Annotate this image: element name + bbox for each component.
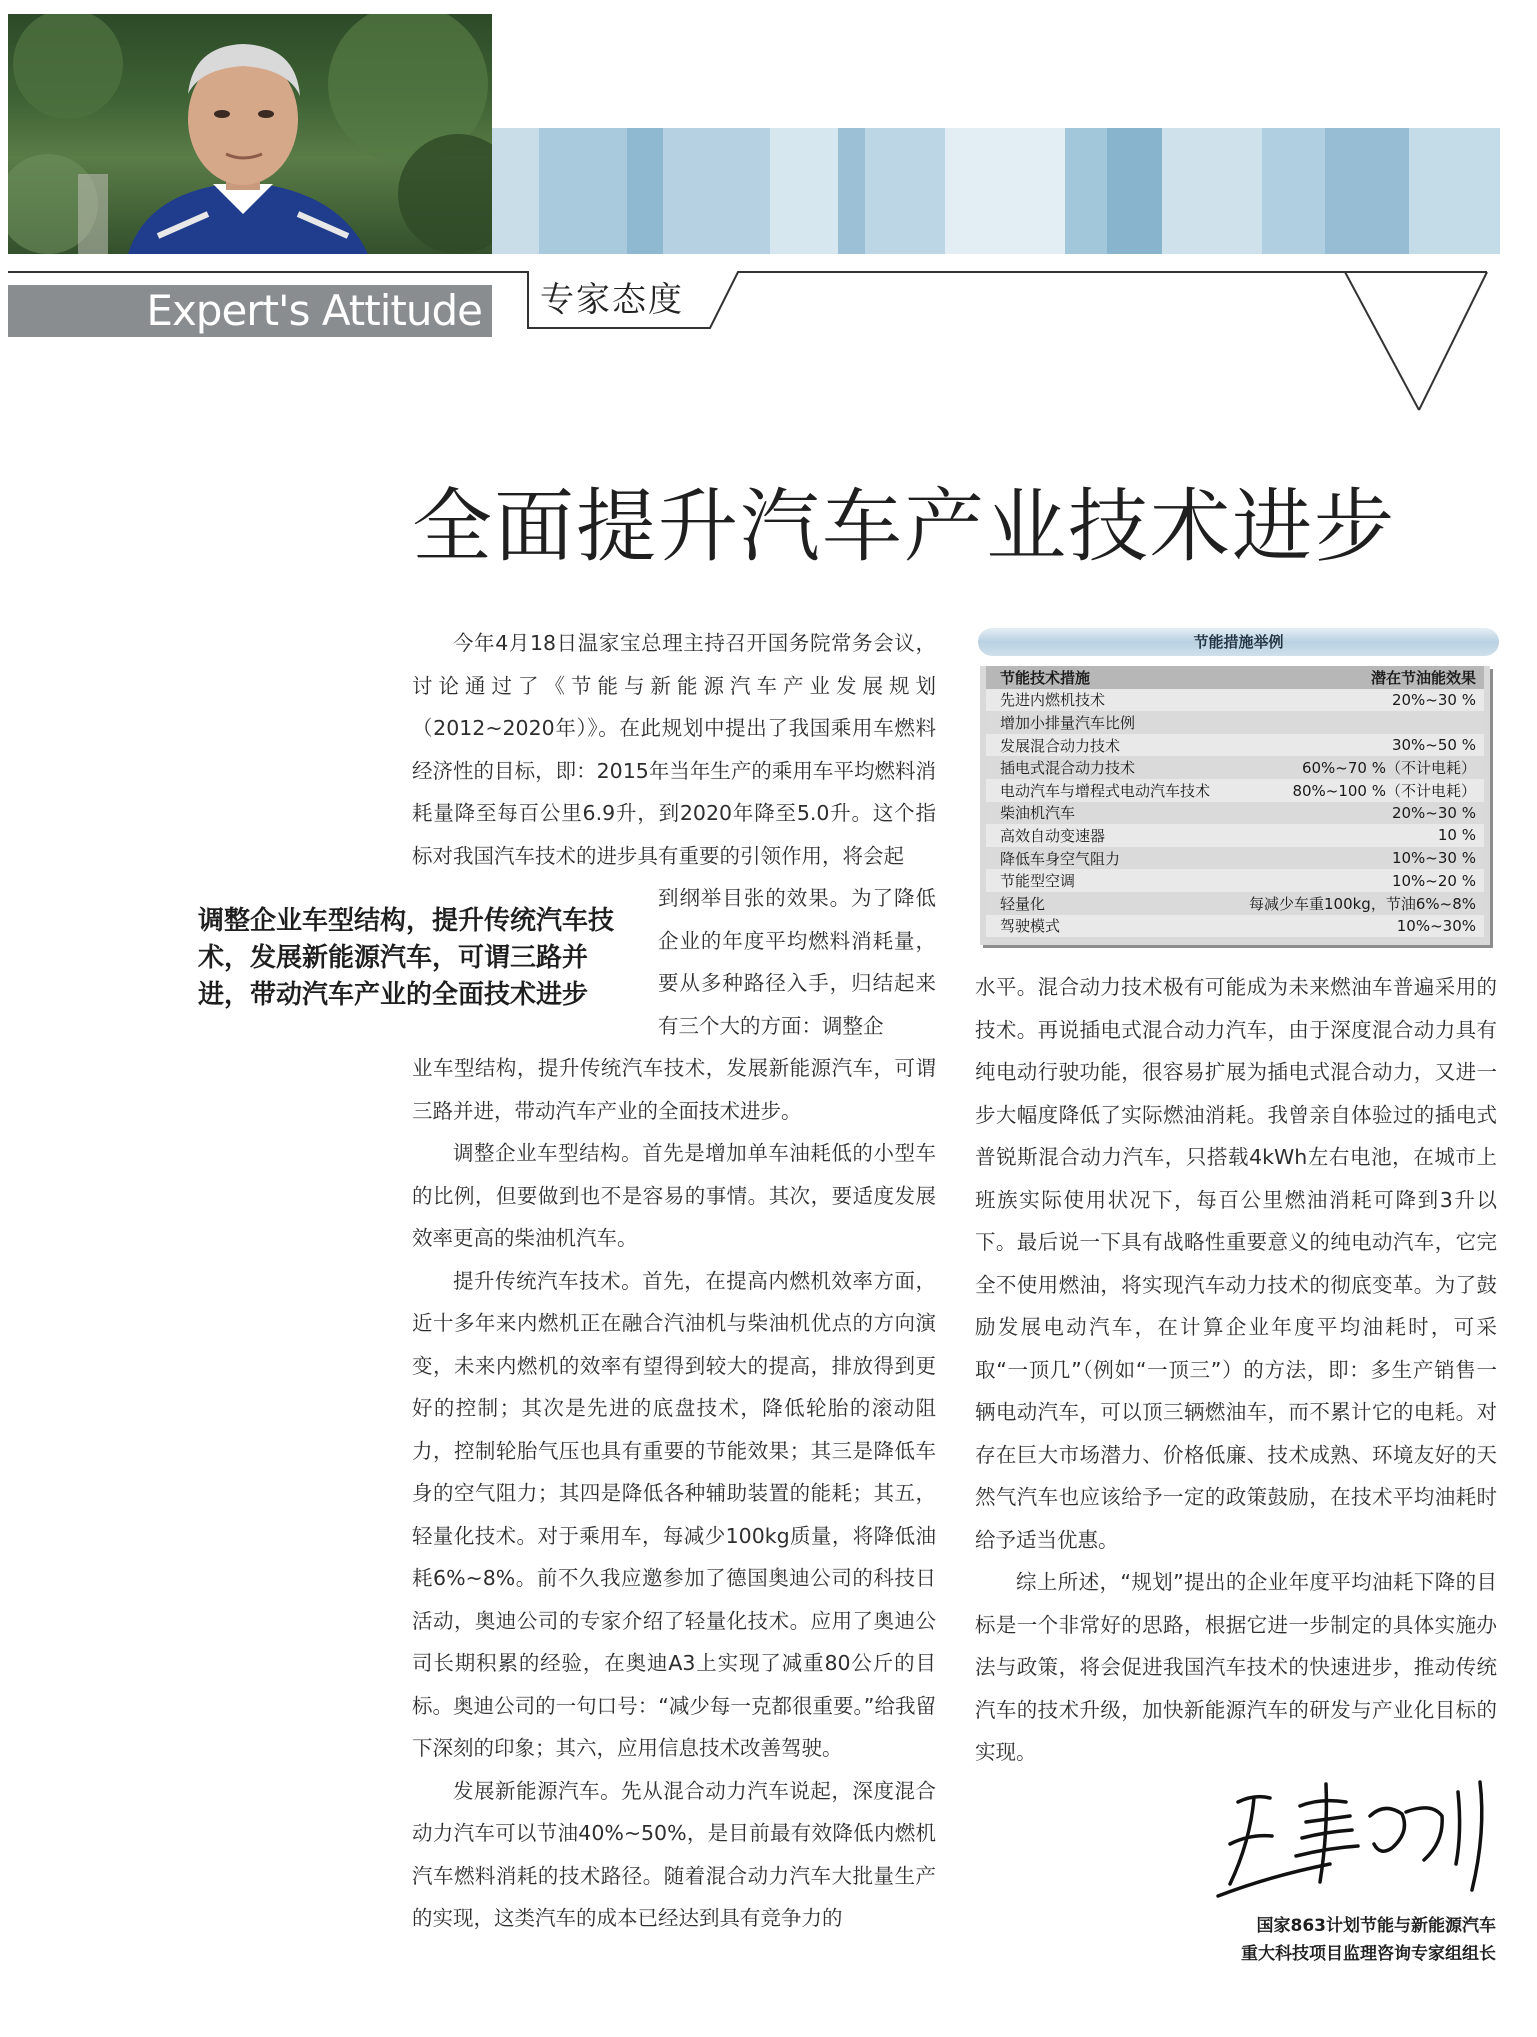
table-row xyxy=(986,711,1484,734)
table-header-measure: 节能技术措施 xyxy=(986,666,1226,689)
table-box xyxy=(980,666,1490,945)
table-row xyxy=(986,779,1484,802)
paragraph-traditional-tech: 提升传统汽车技术。首先，在提高内燃机效率方面，近十多年来内燃机正在融合汽油机与柴油机优点的方向演变，未来内燃机的效率有望得到较大的提高，排放得到更好的控制；其次是先进的底盘技术，降低轮胎的滚动阻力，控制轮胎气压也具有重要的节能效果；其三是降低车身的空气阻力；其四是降低各种辅助装置的能耗；其五，轻量化技术。对于乘用车，每减少100kg质量，将降低油耗6%~8%。前不久我应邀参加了德国奥迪公司的科技日活动，奥迪公司的专家介绍了轻量化技术。应用了奥迪公司长期积累的经验，在奥迪A3上实现了减重80公斤的目标。奥迪公司的一句口号：“减少每一克都很重要。”给我留下深刻的印象；其六，应用信息技术改善驾驶。 xyxy=(412,1268,936,1760)
paragraph-intro-continued: 到纲举目张的效果。为了降低企业的年度平均燃料消耗量，要从多种路径入手，归结起来有三个大的方面：调整企 xyxy=(658,886,936,1038)
paragraph-new-energy: 发展新能源汽车。先从混合动力汽车说起，深度混合动力汽车可以节油40%~50%，是目前最有效降低内燃机汽车燃料消耗的技术路径。随着混合动力汽车大批量生产的实现，这类汽车的成本已经达到具有竞争力的 xyxy=(412,1778,936,1930)
table-cell-measure: 节能型空调 xyxy=(986,869,1226,892)
paragraph-vehicle-structure: 调整企业车型结构。首先是增加单车油耗低的小型车的比例，但要做到也不是容易的事情。其次，要适度发展效率更高的柴油机汽车。 xyxy=(412,1141,936,1250)
table-row xyxy=(986,847,1484,870)
author-caption xyxy=(1180,1912,1496,1968)
measures-table xyxy=(986,666,1484,937)
author-signature xyxy=(1210,1772,1500,1902)
table-cell-effect: 10%~20 % xyxy=(1226,869,1484,892)
table-cell-measure: 增加小排量汽车比例 xyxy=(986,711,1226,734)
table-header-effect: 潜在节油能效果 xyxy=(1226,666,1484,689)
table-title: 节能措施举例 xyxy=(978,628,1499,656)
table-cell-effect: 10%~30 % xyxy=(1226,847,1484,870)
table-cell-measure: 插电式混合动力技术 xyxy=(986,756,1226,779)
table-cell-effect: 30%~50 % xyxy=(1226,734,1484,757)
header-frame-lines xyxy=(0,0,1537,420)
table-cell-effect: 80%~100 %（不计电耗） xyxy=(1226,779,1484,802)
article-column-1-body xyxy=(412,1047,936,1940)
table-cell-measure: 驾驶模式 xyxy=(986,915,1226,938)
table-cell-measure: 高效自动变速器 xyxy=(986,824,1226,847)
table-cell-measure: 电动汽车与增程式电动汽车技术 xyxy=(986,779,1226,802)
table-cell-effect: 10 % xyxy=(1226,824,1484,847)
table-row xyxy=(986,824,1484,847)
table-cell-measure: 发展混合动力技术 xyxy=(986,734,1226,757)
author-caption-line2: 重大科技项目监理咨询专家组组长 xyxy=(1241,1944,1496,1964)
pull-quote: 调整企业车型结构，提升传统汽车技术，发展新能源汽车，可谓三路并进，带动汽车产业的全面技术进步 xyxy=(198,906,615,1010)
table-row xyxy=(986,689,1484,712)
article-title: 全面提升汽车产业技术进步 xyxy=(412,480,1396,573)
table-cell-effect xyxy=(1226,711,1484,734)
table-row xyxy=(986,869,1484,892)
table-cell-effect: 每减少车重100kg，节油6%~8% xyxy=(1226,892,1484,915)
table-cell-measure: 柴油机汽车 xyxy=(986,802,1226,825)
table-header-row xyxy=(986,666,1484,689)
article-column-2 xyxy=(975,966,1497,1774)
table-row xyxy=(986,802,1484,825)
table-row xyxy=(986,734,1484,757)
table-cell-measure: 先进内燃机技术 xyxy=(986,689,1226,712)
table-cell-effect: 20%~30 % xyxy=(1226,689,1484,712)
table-row xyxy=(986,756,1484,779)
table-cell-measure: 轻量化 xyxy=(986,892,1226,915)
table-cell-effect: 10%~30% xyxy=(1226,915,1484,938)
paragraph-intro: 今年4月18日温家宝总理主持召开国务院常务会议，讨论通过了《节能与新能源汽车产业发展规划（2012~2020年）》。在此规划中提出了我国乘用车燃料经济性的目标，即：2015年当年生产的乘用车平均燃料消耗量降至每百公里6.9升，到2020年降至5.0升。这个指标对我国汽车技术的进步具有重要的引领作用，将会起 xyxy=(412,631,936,868)
table-cell-effect: 60%~70 %（不计电耗） xyxy=(1226,756,1484,779)
table-row xyxy=(986,892,1484,915)
article-column-1-intro xyxy=(412,622,936,877)
energy-saving-table xyxy=(978,628,1499,945)
paragraph-intro-end: 业车型结构，提升传统汽车技术，发展新能源汽车，可谓三路并进，带动汽车产业的全面技术进步。 xyxy=(412,1056,936,1123)
table-row xyxy=(986,915,1484,938)
table-cell-effect: 20%~30 % xyxy=(1226,802,1484,825)
table-cell-measure: 降低车身空气阻力 xyxy=(986,847,1226,870)
section-title: 专家态度 xyxy=(540,280,684,320)
paragraph-conclusion: 综上所述，“规划”提出的企业年度平均油耗下降的目标是一个非常好的思路，根据它进一步制定的具体实施办法与政策，将会促进我国汽车技术的快速进步，推动传统汽车的技术升级，加快新能源汽车的研发与产业化目标的实现。 xyxy=(975,1570,1497,1764)
author-caption-line1: 国家863计划节能与新能源汽车 xyxy=(1256,1916,1496,1936)
expert-attitude-banner: Expert's Attitude xyxy=(8,285,492,337)
article-column-1-wrap xyxy=(658,877,936,1047)
paragraph-hybrid-continued: 水平。混合动力技术极有可能成为未来燃油车普遍采用的技术。再说插电式混合动力汽车，由于深度混合动力具有纯电动行驶功能，很容易扩展为插电式混合动力，又进一步大幅度降低了实际燃油消耗。我曾亲自体验过的插电式普锐斯混合动力汽车，只搭载4kWh左右电池，在城市上班族实际使用状况下，每百公里燃油消耗可降到3升以下。最后说一下具有战略性重要意义的纯电动汽车，它完全不使用燃油，将实现汽车动力技术的彻底变革。为了鼓励发展电动汽车，在计算企业年度平均油耗时，可采取“一顶几”（例如“一顶三”）的方法，即：多生产销售一辆电动汽车，可以顶三辆燃油车，而不累计它的电耗。对存在巨大市场潜力、价格低廉、技术成熟、环境友好的天然气汽车也应该给予一定的政策鼓励，在技术平均油耗时给予适当优惠。 xyxy=(975,975,1497,1552)
